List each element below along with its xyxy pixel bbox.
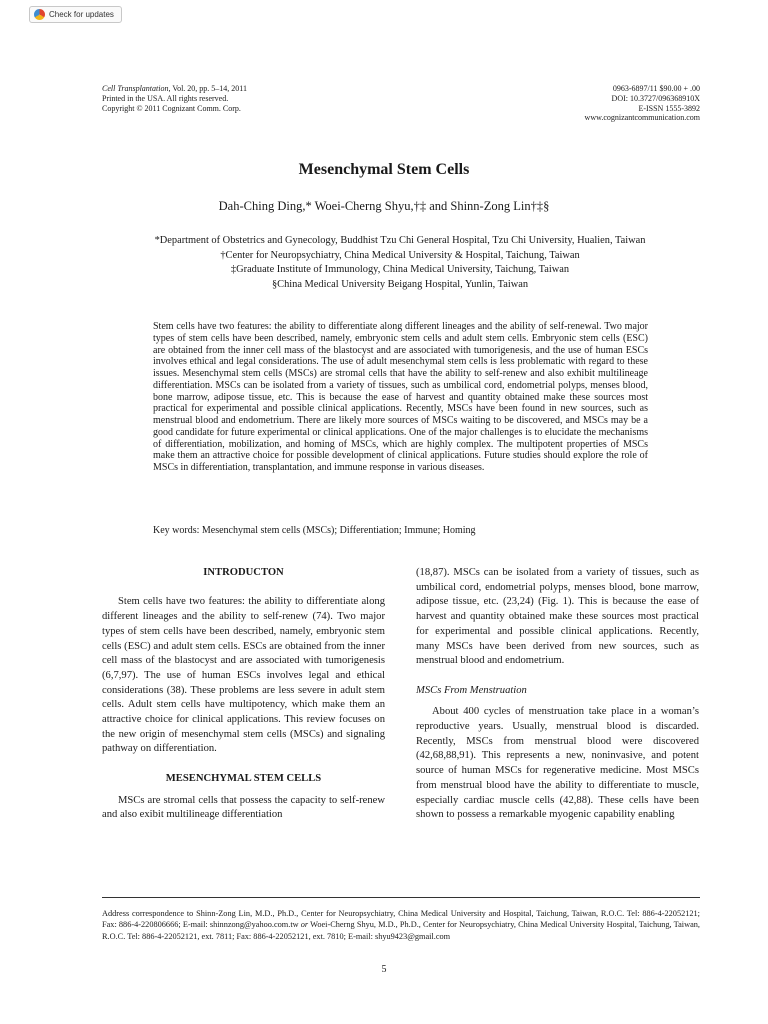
menstruation-paragraph: About 400 cycles of menstruation take place in a woman’s reproductive years. Usually, menstrual blood is discarded. Recently, MSCs from menstrual blood were discovered (42,68,88,91). This represents a new, noninvasive, and potent source of human MSCs for regenerative medicine. Most MSCs from menstrual blood have the ability to differentiate to muscle, especially cardiac muscle cells (42,88). These cells have been shown to possess a remarkable myogenic capability enabling: [416, 706, 699, 821]
article-title: Mesenchymal Stem Cells: [298, 161, 470, 178]
check-for-updates-badge[interactable]: [29, 6, 122, 23]
keywords: Key words: Mesenchymal stem cells (MSCs); Differentiation; Immune; Homing: [153, 525, 476, 536]
printed-line: Printed in the USA. All rights reserved.: [102, 93, 229, 103]
issn-line: 0963-6897/11 $90.00 + .00: [612, 84, 700, 93]
msc-continued-paragraph: (18,87). MSCs can be isolated from a variety of tissues, such as umbilical cord, endometrial polyps, menses blood, bone marrow, adipose tissue, etc. (23,24) (Fig. 1). This is because the ease of harvest and quantity obtained make these sources most practical for experimental and possible clinical applications. Recently, many MSCs have been derived from new sources, such as menstrual blood and endometrium.: [416, 567, 699, 667]
journal-citation: [102, 84, 247, 113]
check-for-updates-label: Check for updates: [49, 10, 114, 19]
affiliation-2: †Center for Neuropsychiatry, China Medical University & Hospital, Taichung, Taiwan: [220, 249, 580, 261]
affiliation-4: §China Medical University Beigang Hospital, Yunlin, Taiwan: [271, 278, 529, 290]
left-column: [102, 566, 385, 823]
right-column: [416, 566, 699, 823]
copyright-line: Copyright © 2011 Cognizant Comm. Corp.: [102, 103, 241, 113]
correspondence-footnote: [102, 908, 700, 942]
footnote-part-1: Address correspondence to Shinn-Zong Lin, M.D., Ph.D., Center for Neuropsychiatry, China Medical University and Hospital, Taichung, Taiwan, R.O.C. Tel: 886-4-22052121; Fax: 886-4-220806666; E-mail: shinnzong@yahoo.com.tw: [102, 909, 700, 930]
journal-volume: , Vol. 20, pp. 5–14, 2011: [168, 84, 247, 93]
article-identifiers: [585, 84, 700, 123]
footnote-or: or: [300, 920, 309, 930]
eissn-line: E-ISSN 1555-3892: [638, 103, 700, 113]
msc-paragraph: MSCs are stromal cells that possess the capacity to self-renew and also exibit multilineage differentiation: [102, 794, 385, 821]
affiliation-3: ‡Graduate Institute of Immunology, China Medical University, Taichung, Taiwan: [230, 264, 570, 276]
author-list: Dah-Ching Ding,* Woei-Cherng Shyu,†‡ and Shinn-Zong Lin†‡§: [218, 199, 550, 213]
doi-line: DOI: 10.3727/096368910X: [611, 93, 700, 103]
abstract: Stem cells have two features: the ability to differentiate along different lineages and the ability of self-renewal. Two major types of stem cells have been described, namely, embryonic stem cells and adult stem cells. Embryonic stem cells (ESC) are obtained from the inner cell mass of the blastocyst and are associated with tumorigenesis, and the use of human ESCs involves ethical and legal considerations. The use of adult mesenchymal stem cells is less problematic with regard to these issues. Mesenchymal stem cells (MSCs) are stromal cells that have the ability to self-renew and also exhibit multilineage differentiation. MSCs can be isolated from a variety of tissues, such as umbilical cord, endometrial polyps, menses blood, bone marrow, adipose tissue, etc. This is because the ease of harvest and quantity obtained make these sources most practical for experimental and possible clinical applications. Recently, MSCs have been found in new sources, such as menstrual blood and endometrium. There are likely more sources of MSCs waiting to be discovered, and MSCs may be a good candidate for future experimental or clinical applications. One of the major challenges is to elucidate the mechanisms of differentiation, mobilization, and homing of MSCs, which are highly complex. The multipotent properties of MSCs make them an attractive choice for possible development of clinical applications. Future studies should explore the role of MSCs in differentiation, transplantation, and immune response in various diseases.: [153, 321, 648, 473]
introduction-paragraph: Stem cells have two features: the ability to differentiate along different lineages and the ability to self-renew (74). Two major types of stem cells have been described, namely, embryonic stem cells (ESC) and adult stem cells. ESCs are obtained from the inner cell mass of the blastocyst and are associated with tumorigenesis (6,7,97). The use of human ESCs involves legal and ethical considerations (38). These problems are less severe in adult stem cells. Adult stem cells have multipotency, which make them an attractive choice for clinical applications. This review focuses on the new origin of mesenchymal stem cells (MSCs) and signaling pathway on differentiation.: [102, 596, 385, 755]
journal-line: [102, 84, 247, 94]
page-number: 5: [381, 964, 387, 975]
affiliations: [0, 234, 768, 292]
subsection-heading-menstruation: MSCs From Menstruation: [416, 684, 527, 696]
publisher-url[interactable]: www.cognizantcommunication.com: [584, 113, 700, 123]
section-heading-msc: MESENCHYMAL STEM CELLS: [165, 772, 322, 784]
footnote-part-2: Woei-Cherng Shyu, M.D., Ph.D., Center for Neuropsychiatry, China Medical University Hospital, Taichung, Taiwan, R.O.C. Tel: 886-4-22052121, ext. 7811; Fax: 886-4-22052121, ext. 7810; E-mail: shyu9423@gmail.com: [102, 920, 700, 941]
check-for-updates-icon: [34, 9, 45, 20]
affiliation-1: *Department of Obstetrics and Gynecology, Buddhist Tzu Chi General Hospital, Tzu Chi University, Hualien, Taiwan: [154, 235, 646, 246]
section-heading-introduction: INTRODUCTON: [203, 567, 284, 578]
journal-name: Cell Transplantation: [102, 84, 169, 93]
footnote-divider: [102, 897, 700, 898]
